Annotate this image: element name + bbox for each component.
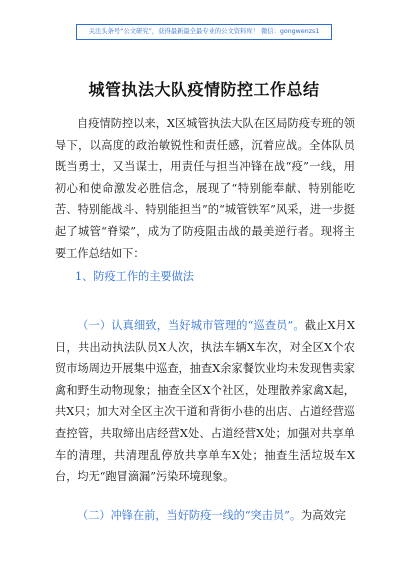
section-heading: 1、防疫工作的主要做法	[75, 270, 194, 283]
item-1-lead: （一）认真细致，当好城市管理的“巡查员”。	[77, 319, 305, 332]
promo-banner	[76, 24, 332, 40]
item-1-paragraph	[55, 315, 355, 488]
document-title: 城管执法大队疫情防控工作总结	[88, 80, 320, 99]
item-2-paragraph	[55, 505, 355, 527]
item-2-body: 为高效完	[301, 509, 346, 522]
promo-banner-text: 关注头条号“公文研究”，获得最新最全最专业的公文资料库！ 微信：gongwenzs1	[88, 28, 320, 35]
intro-paragraph: 自疫情防控以来，X区城管执法大队在区局防疫专班的领导下，以高度的政治敏锐性和责任感，沉着应战。全体队员既当勇士，又当谋士，用责任与担当冲锋在战“疫”一线，用初心和使命激发必胜信念，展现了“特别能奉献、特别能吃苦、特别能战斗、特别能担当”的“城管铁军”风采，进一步挺起了城管“脊梁”，成为了防疫阻击战的最美逆行者。现将主要工作总结如下：	[55, 117, 355, 260]
item-1-body: 截止X月X日，共出动执法队员X人次，执法车辆X车次，对全区X个农贸市场周边开展集中巡查，抽查X余家餐饮业均未发现售卖家禽和野生动物现象；抽查全区X个社区，处理散养家禽X起，共X只；加大对全区主次干道和背街小巷的出店、占道经营巡查控管，共取缔出店经营X处、占道经营X处；加强对共享单车的清理，共清理乱停放共享单车X处；抽查生活垃圾车X台，均无“跑冒滴漏”污染环境现象。	[55, 319, 355, 484]
item-2-lead: （二）冲锋在前，当好防疫一线的“突击员”。	[77, 509, 302, 522]
